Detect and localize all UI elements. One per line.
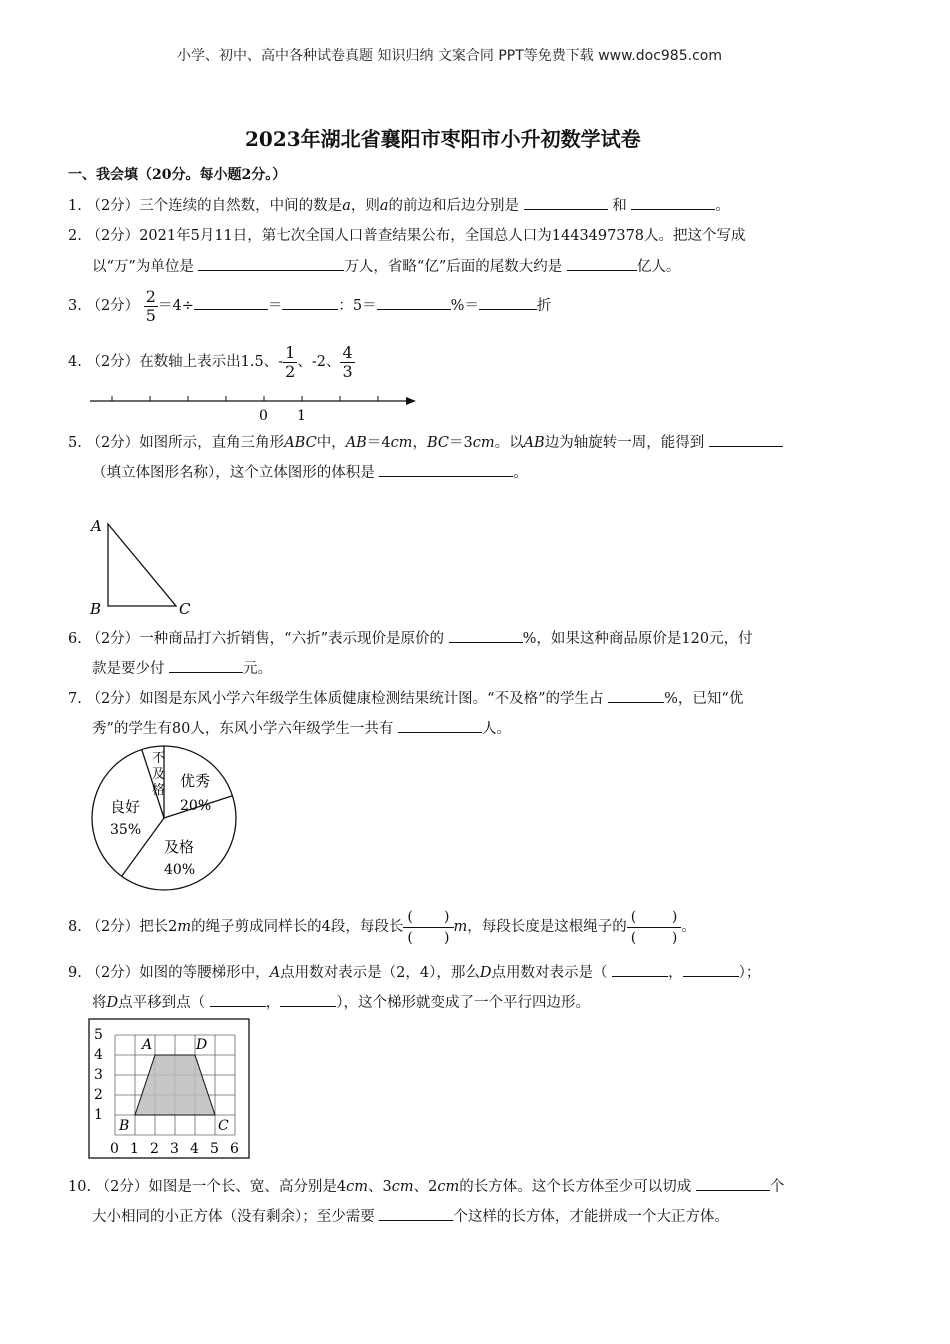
pie-label-bujige-1: 不 [152, 751, 166, 766]
grid-x-label: 5 [210, 1141, 219, 1157]
question-7-line-2 [92, 718, 511, 739]
q8-text-a: 把长2 [139, 919, 178, 935]
q10-cm2: cm [391, 1179, 414, 1195]
triangle-label-c: C [179, 600, 191, 618]
grid-x-label: 0 [110, 1141, 119, 1157]
q1-text-a: 三个连续的自然数，中间的数是 [139, 198, 343, 214]
q5-abc: ABC [284, 435, 317, 451]
q9-text-b: 点用数对表示是（2，4），那么 [280, 965, 480, 981]
pie-label-jige: 及格 [164, 838, 195, 856]
q1-text-c: 的前边和后边分别是 [388, 198, 519, 214]
q6-number: 6. [68, 631, 82, 647]
pie-value-youxiu: 20% [180, 798, 212, 814]
question-6-line-2 [92, 658, 272, 679]
q9-text-c: 点用数对表示是（ [491, 965, 608, 981]
q5-number: 5. [68, 435, 82, 451]
q10-points: （2分） [95, 1179, 149, 1195]
q10-number: 10. [68, 1179, 92, 1195]
q2-text-a: 以“万”为单位是 [92, 259, 194, 275]
question-6-line-1 [68, 628, 753, 649]
q8-text-b: 的绳子剪成同样长的4段，每段长 [191, 919, 404, 935]
q5-text-line2: （填立体图形名称），这个立体图形的体积是 [92, 465, 375, 481]
question-5-line-1 [68, 432, 783, 453]
q5-points: （2分） [86, 435, 140, 451]
pie-label-bujige-3: 格 [152, 783, 166, 798]
q4-separator: 、-2、 [297, 354, 341, 370]
q9-text-f: 点平移到点（ [118, 995, 206, 1011]
q4-negative-sign: - [278, 354, 284, 370]
q3-text-d: %＝ [450, 298, 479, 314]
q1-text-b: ，则 [350, 198, 380, 214]
tick-label-0: 0 [259, 408, 268, 424]
q5-cm2: cm [472, 435, 495, 451]
fraction-four-thirds [340, 344, 354, 381]
question-10-line-1 [68, 1176, 784, 1197]
q8-number: 8. [68, 919, 82, 935]
q1-var-a2: a [379, 198, 389, 214]
q7-number: 7. [68, 691, 82, 707]
fraction-denominator: 5 [145, 305, 156, 325]
q7-text-b: %，已知“优 [664, 691, 744, 707]
q10-text-a: 如图是一个长、宽、高分别是4 [148, 1179, 347, 1195]
q9-points: （2分） [86, 965, 140, 981]
q10-text-d: 的长方体。这个长方体至少可以切成 [459, 1179, 692, 1195]
coordinate-grid-figure [88, 1018, 252, 1160]
fraction-denominator: 3 [342, 361, 353, 381]
grid-y-label: 2 [94, 1087, 103, 1103]
q10-cm3: cm [437, 1179, 460, 1195]
q9-point-d2: D [106, 995, 119, 1011]
grid-point-b: B [119, 1118, 130, 1134]
question-5-line-2 [92, 462, 528, 483]
q9-point-d: D [479, 965, 492, 981]
answer-blank[interactable] [198, 256, 344, 271]
number-line-arrow [406, 397, 416, 405]
answer-blank[interactable] [631, 195, 715, 210]
q10-cm: cm [346, 1179, 369, 1195]
question-3 [68, 286, 551, 326]
q10-text-e: 个 [769, 1179, 785, 1195]
question-4 [68, 340, 355, 384]
q5-text-d: ， [412, 435, 427, 451]
fraction-two-fifths [144, 288, 158, 325]
triangle-label-b: B [90, 600, 102, 618]
answer-blank[interactable] [608, 688, 664, 703]
answer-blank[interactable] [479, 295, 537, 310]
answer-blank[interactable] [567, 256, 637, 271]
q3-text-a: ＝4÷ [157, 298, 194, 314]
fraction-numerator: 1 [285, 342, 296, 362]
q3-points: （2分） [86, 298, 140, 314]
q5-text-e: ＝3 [448, 435, 473, 451]
q9-text-e: 将 [92, 995, 107, 1011]
q2-text-line1: 2021年5月11日，第七次全国人口普查结果公布，全国总人口为1443497378人。把这个写成 [139, 228, 746, 244]
paren-close: ) [444, 908, 450, 925]
q6-points: （2分） [86, 631, 140, 647]
q10-text-c: 、2 [413, 1179, 438, 1195]
fraction-denominator: 2 [285, 361, 296, 381]
pie-chart [86, 740, 246, 900]
q5-ab2: AB [523, 435, 545, 451]
q7-text-a: 如图是东风小学六年级学生体质健康检测结果统计图。“不及格”的学生占 [139, 691, 604, 707]
q5-bc: BC [426, 435, 449, 451]
answer-blank[interactable] [709, 432, 783, 447]
number-line-ticks [112, 396, 378, 401]
q1-points: （2分） [86, 198, 140, 214]
q4-points: （2分） [86, 354, 140, 370]
q2-text-b: 万人，省略“亿”后面的尾数大约是 [344, 259, 563, 275]
tick-label-1: 1 [297, 408, 306, 424]
q9-text-g: ），这个梯形就变成了一个平行四边形。 [336, 995, 590, 1011]
grid-x-label: 1 [130, 1141, 139, 1157]
answer-blank[interactable] [282, 295, 338, 310]
q10-text-g: 个这样的长方体，才能拼成一个大正方体。 [453, 1209, 729, 1225]
q4-text: 在数轴上表示出1.5、 [139, 354, 279, 370]
question-8 [68, 906, 696, 948]
grid-y-label: 4 [94, 1047, 103, 1063]
page-header: 小学、初中、高中各种试卷真题 知识归纳 文案合同 PPT等免费下载 www.doc985.com [177, 48, 722, 64]
paren-open: ( [630, 908, 637, 925]
answer-blank[interactable] [696, 1176, 770, 1191]
grid-x-label: 6 [230, 1141, 239, 1157]
triangle-abc [108, 524, 176, 606]
q7-points: （2分） [86, 691, 140, 707]
fraction-numerator: 2 [145, 286, 156, 306]
answer-blank[interactable] [398, 718, 482, 733]
section-1-heading: 一、我会填（20分。每小题2分。） [68, 167, 287, 183]
fraction-one-half [283, 344, 297, 381]
fraction-answer-box[interactable] [403, 907, 453, 948]
paren-open: ( [407, 908, 413, 925]
q3-text-b: ＝ [267, 298, 283, 314]
answer-blank[interactable] [194, 295, 268, 310]
q9-comma: ， [668, 965, 683, 981]
paren-close: ) [671, 908, 678, 925]
question-2-line-1 [68, 226, 746, 246]
q2-number: 2. [68, 228, 82, 244]
answer-blank[interactable] [524, 195, 608, 210]
question-1 [68, 195, 730, 216]
grid-point-a: A [142, 1037, 153, 1053]
page-title: 2023年湖北省襄阳市枣阳市小升初数学试卷 [245, 127, 641, 151]
q5-text-c: ＝4 [366, 435, 391, 451]
answer-blank[interactable] [379, 462, 513, 477]
q6-text-a: 一种商品打六折销售，“六折”表示现价是原价的 [139, 631, 445, 647]
q2-points: （2分） [86, 228, 140, 244]
q10-text-f: 大小相同的小正方体（没有剩余）；至少需要 [92, 1209, 375, 1225]
paren-open: ( [407, 929, 413, 946]
q9-text-d: ）； [738, 965, 761, 981]
answer-blank[interactable] [280, 992, 336, 1007]
grid-point-c: C [218, 1118, 229, 1134]
grid-x-label: 2 [150, 1141, 159, 1157]
q2-text-c: 亿人。 [636, 259, 681, 275]
triangle-label-a: A [91, 517, 102, 535]
q5-ab: AB [345, 435, 367, 451]
grid-point-d: D [196, 1037, 208, 1053]
pie-label-bujige-2: 及 [152, 767, 166, 782]
grid-x-label: 4 [190, 1141, 199, 1157]
q6-text-c: 款是要少付 [92, 661, 165, 677]
fraction-numerator: 4 [342, 342, 353, 362]
q1-var-a: a [342, 198, 351, 214]
number-line [88, 390, 420, 426]
q3-text-c: ：5＝ [338, 298, 377, 314]
answer-blank[interactable] [379, 1206, 453, 1221]
grid-x-label: 3 [170, 1141, 179, 1157]
paren-close: ) [671, 929, 678, 946]
question-2-line-2 [92, 256, 680, 277]
answer-blank[interactable] [612, 962, 668, 977]
question-7-line-1 [68, 688, 743, 709]
q3-number: 3. [68, 298, 82, 314]
q5-end: 。 [513, 465, 528, 481]
isosceles-trapezoid [135, 1055, 215, 1115]
q5-text-f: 。以 [494, 435, 524, 451]
q5-text-g: 边为轴旋转一周，能得到 [544, 435, 705, 451]
pie-value-jige: 40% [164, 862, 196, 878]
grid-y-label: 3 [94, 1067, 103, 1083]
q8-points: （2分） [86, 919, 140, 935]
q4-number: 4. [68, 354, 82, 370]
q1-and: 和 [612, 198, 627, 214]
answer-blank[interactable] [449, 628, 523, 643]
q8-m2: m [453, 919, 468, 935]
right-triangle-figure [86, 510, 206, 622]
pie-value-lianghao: 35% [110, 822, 142, 838]
q5-text-a: 如图所示，直角三角形 [139, 435, 285, 451]
q8-m: m [177, 919, 192, 935]
answer-blank[interactable] [169, 658, 243, 673]
grid-y-label: 5 [94, 1027, 103, 1043]
q9-point-a: A [269, 965, 281, 981]
q3-text-e: 折 [536, 298, 552, 314]
q8-text-c: ，每段长度是这根绳子的 [467, 919, 627, 935]
paren-close: ) [444, 929, 450, 946]
q6-text-b: %，如果这种商品原价是120元，付 [522, 631, 753, 647]
fraction-answer-box[interactable] [627, 907, 682, 948]
q9-text-a: 如图的等腰梯形中， [139, 965, 270, 981]
q8-end: 。 [681, 919, 696, 935]
q6-text-d: 元。 [243, 661, 273, 677]
question-9-line-1 [68, 962, 760, 983]
q1-number: 1. [68, 198, 82, 214]
q9-number: 9. [68, 965, 82, 981]
answer-blank[interactable] [377, 295, 451, 310]
q5-cm: cm [390, 435, 413, 451]
q7-text-c: 秀”的学生有80人，东风小学六年级学生一共有 [92, 721, 394, 737]
q9-comma2: ， [265, 995, 281, 1011]
pie-label-youxiu: 优秀 [180, 772, 211, 790]
grid-y-label: 1 [94, 1107, 103, 1123]
question-9-line-2 [92, 992, 590, 1013]
answer-blank[interactable] [210, 992, 266, 1007]
q5-text-b: 中， [316, 435, 346, 451]
question-10-line-2 [92, 1206, 729, 1227]
q1-end: 。 [715, 198, 730, 214]
paren-open: ( [630, 929, 637, 946]
pie-label-lianghao: 良好 [110, 798, 141, 816]
q7-text-d: 人。 [481, 721, 511, 737]
answer-blank[interactable] [683, 962, 739, 977]
q10-text-b: 、3 [368, 1179, 392, 1195]
